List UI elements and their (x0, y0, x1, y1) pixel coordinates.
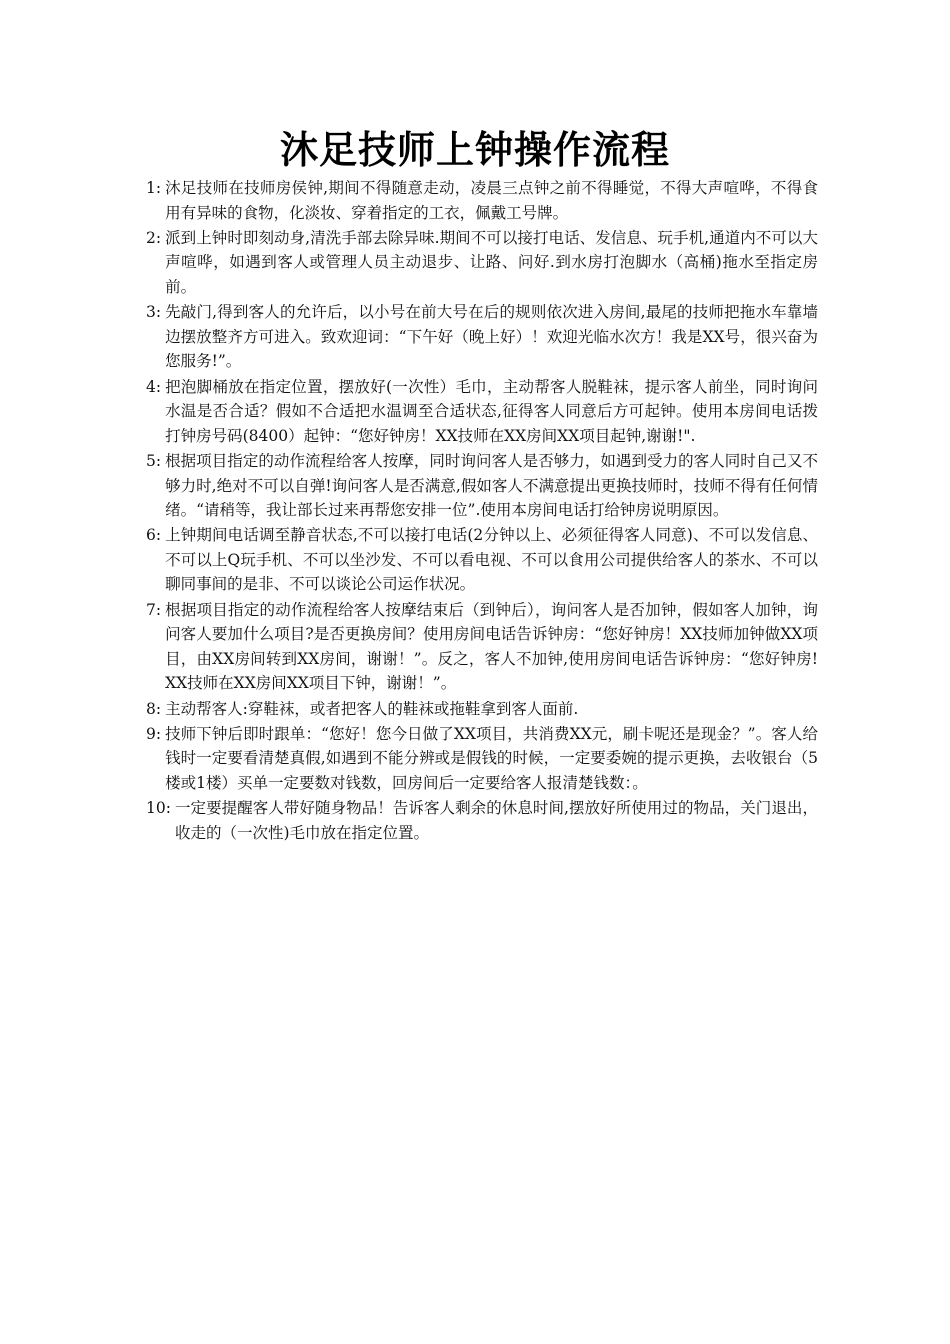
step-text: 根据项目指定的动作流程给客人按摩，同时询问客人是否够力，如遇到受力的客人同时自己又不够力时,绝对不可以自弹!询问客人是否满意,假如客人不满意提出更换技师时，技师不得有任何情绪。“请稍等，我让部长过来再帮您安排一位”.使用本房间电话打给钟房说明原因。 (165, 451, 818, 520)
step-number: 3: (146, 303, 162, 322)
step-number: 9: (146, 724, 162, 743)
step-number: 1: (146, 179, 162, 197)
list-item (146, 523, 818, 597)
step-text: 主动帮客人:穿鞋袜，或者把客人的鞋袜或拖鞋拿到客人面前. (165, 699, 579, 718)
list-item (146, 375, 818, 449)
step-text: 技师下钟后即时跟单：“您好！您今日做了XX项目，共消费XX元，刷卡呢还是现金？”。客人给钱时一定要看清楚真假,如遇到不能分辨或是假钱的时候，一定要委婉的提示更换，去收银台（5楼或1楼）买单一定要数对钱数，回房间后一定要给客人报清楚钱数：。 (165, 724, 818, 792)
list-item (146, 449, 818, 523)
step-text: 派到上钟时即刻动身,清洗手部去除异味.期间不可以接打电话、发信息、玩手机,通道内不可以大声喧哗，如遇到客人或管理人员主动退步、让路、问好.到水房打泡脚水（高桶)拖水至指定房前。 (165, 228, 818, 296)
list-item (146, 176, 818, 225)
step-text: 根据项目指定的动作流程给客人按摩结束后（到钟后），询问客人是否加钟，假如客人加钟，询问客人要加什么项目?是否更换房间？使用房间电话告诉钟房：“您好钟房！XX技师加钟做XX项目，由XX房间转到XX房间，谢谢！”。反之，客人不加钟,使用房间电话告诉钟房：“您好钟房!XX技师在XX房间XX项目下钟，谢谢！”。 (165, 600, 818, 693)
step-text: 上钟期间电话调至静音状态,不可以接打电话(2分钟以上、必须征得客人同意)、不可以发信息、不可以上Q玩手机、不可以坐沙发、不可以看电视、不可以食用公司提供给客人的茶水、不可以聊同事间的是非、不可以谈论公司运作状况。 (165, 526, 818, 594)
step-number: 6: (146, 526, 162, 545)
step-number: 7: (146, 600, 162, 619)
step-number: 8: (146, 699, 162, 718)
list-item (146, 796, 818, 845)
list-item (146, 722, 818, 796)
document-title: 沐足技师上钟操作流程 (279, 128, 670, 172)
step-text: 把泡脚桶放在指定位置，摆放好(一次性）毛巾，主动帮客人脱鞋袜，提示客人前坐，同时询问水温是否合适？假如不合适把水温调至合适状态,征得客人同意后方可起钟。使用本房间电话拨打钟房号码(8400）起钟：“您好钟房！XX技师在XX房间XX项目起钟,谢谢!". (165, 377, 818, 445)
list-item (146, 697, 818, 722)
step-text: 先敲门,得到客人的允许后，以小号在前大号在后的规则依次进入房间,最尾的技师把拖水车靠墙边摆放整齐方可进入。致欢迎词：“下午好（晚上好）！欢迎光临水次方！我是XX号，很兴奋为您服务!”。 (165, 303, 818, 371)
step-number: 5: (146, 451, 162, 470)
step-text: 一定要提醒客人带好随身物品！告诉客人剩余的休息时间,摆放好所使用过的物品，关门退出，收走的（一次性)毛巾放在指定位置。 (174, 799, 818, 842)
list-item (146, 598, 818, 696)
step-number: 2: (146, 228, 162, 247)
list-item (146, 226, 818, 300)
step-number: 4: (146, 377, 162, 396)
step-number: 10: (146, 799, 171, 818)
step-text: 沐足技师在技师房侯钟,期间不得随意走动，凌晨三点钟之前不得睡觉，不得大声喧哗，不得食用有异味的食物，化淡妆、穿着指定的工衣，佩戴工号牌。 (165, 179, 818, 222)
list-item (146, 300, 818, 374)
procedure-list (146, 176, 818, 846)
